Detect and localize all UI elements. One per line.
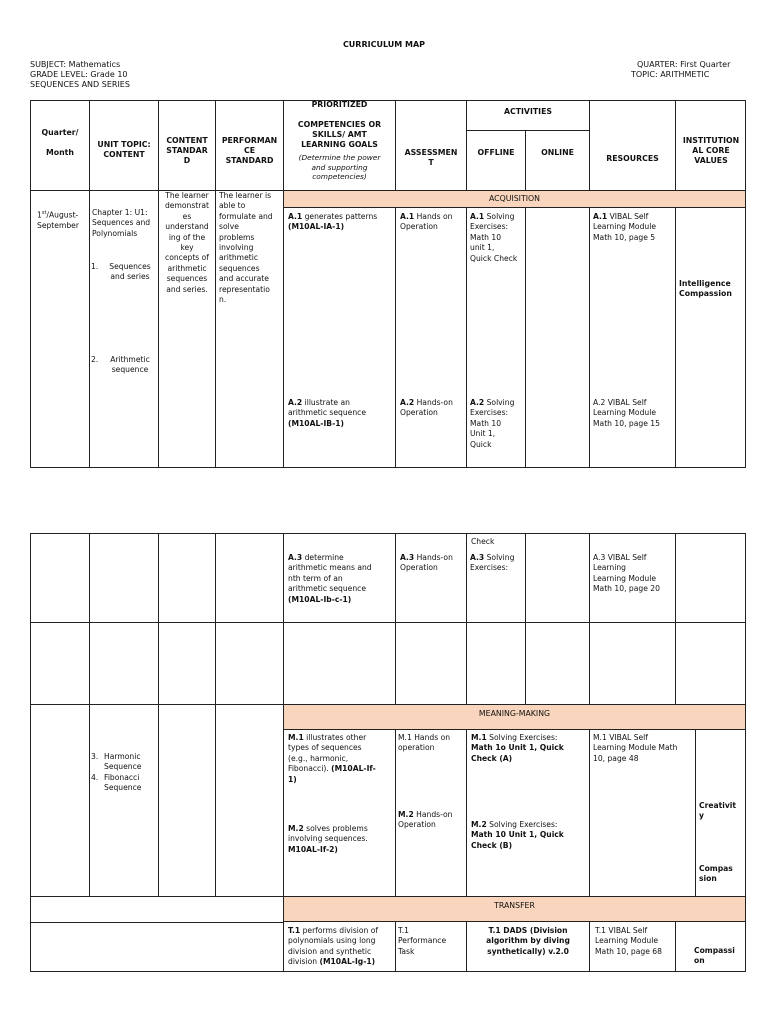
header-assessment: ASSESSMEN T bbox=[404, 148, 458, 167]
assessment-t1: T.1 Performance Task bbox=[398, 926, 447, 956]
offline-a3: A.3 Solving Exercises: bbox=[470, 553, 515, 573]
offline-m1: M.1 Solving Exercises: Math 1o Unit 1, Quick Check (A) bbox=[471, 733, 564, 763]
list-item-arithmetic-number: 2. bbox=[91, 355, 99, 364]
subject-line: SUBJECT: Mathematics bbox=[30, 60, 121, 69]
header-core-values: INSTITUTION AL CORE VALUES bbox=[682, 136, 740, 165]
header-quarter: Quarter/ Month bbox=[41, 128, 79, 157]
offline-t1: T.1 DADS (Division algorithm by diving synthetically) v.2.0 bbox=[486, 926, 570, 956]
competency-a2: A.2 illustrate an arithmetic sequence (M10AL-IB-1) bbox=[288, 398, 367, 428]
performance-standard-text: The learner is able to formulate and solve problems involving arithmetic sequences and accurate representatio n. bbox=[219, 191, 273, 305]
resource-m1: M.1 VIBAL Self Learning Module Math 10, page 48 bbox=[593, 733, 678, 763]
core-values-compassion: Compas sion bbox=[699, 864, 733, 884]
offline-a2-continued: Check bbox=[471, 537, 495, 546]
page-title: CURRICULUM MAP bbox=[342, 40, 426, 49]
transfer-band: TRANSFER bbox=[283, 896, 746, 922]
header-performance-standard: PERFORMAN CE STANDARD bbox=[221, 136, 278, 165]
competency-m1: M.1 illustrates other types of sequences (e.g., harmonic, Fibonacci). (M10AL-If- 1) bbox=[288, 733, 376, 784]
meaning-making-band: MEANING-MAKING bbox=[283, 704, 746, 730]
offline-a1: A.1 Solving Exercises: Math 10 unit 1, Quick Check bbox=[470, 212, 518, 263]
core-values-creativity: Creativit y bbox=[699, 801, 737, 821]
resource-a3: A.3 VIBAL Self Learning Learning Module Math 10, page 20 bbox=[593, 553, 660, 594]
header-unit-topic: UNIT TOPIC: CONTENT bbox=[97, 140, 151, 159]
resource-a2: A.2 VIBAL Self Learning Module Math 10, page 15 bbox=[593, 398, 660, 428]
assessment-a3: A.3 Hands-on Operation bbox=[400, 553, 453, 573]
header-competencies: PRIORITIZED COMPETENCIES OR SKILLS/ AMT LEARNING GOALS bbox=[297, 100, 382, 149]
list-item-sequences-number: 1. bbox=[91, 262, 99, 271]
header-online: ONLINE bbox=[541, 148, 574, 157]
offline-a2: A.2 Solving Exercises: Math 10 Unit 1, Quick bbox=[470, 398, 515, 449]
core-values-1: Intelligence Compassion bbox=[679, 279, 732, 299]
resource-t1: T.1 VIBAL Self Learning Module Math 10, page 68 bbox=[595, 926, 662, 956]
assessment-m2: M.2 Hands-on Operation bbox=[398, 810, 453, 830]
assessment-a2: A.2 Hands-on Operation bbox=[400, 398, 453, 418]
core-values-t1: Compassi on bbox=[694, 946, 735, 966]
list-item-harmonic-number: 3. bbox=[91, 752, 99, 761]
topic-line: TOPIC: ARITHMETIC bbox=[631, 70, 710, 79]
competency-a3: A.3 determine arithmetic means and nth term of an arithmetic sequence (M10AL-Ib-c-1) bbox=[288, 553, 372, 604]
header-content-standard: CONTENT STANDAR D bbox=[166, 136, 208, 165]
list-item-sequences: Sequences and series bbox=[109, 262, 151, 282]
list-item-fibonacci: Fibonacci Sequence bbox=[104, 773, 142, 793]
quarter-month-cell: 1st/August- September bbox=[37, 210, 79, 230]
header-resources: RESOURCES bbox=[606, 154, 659, 163]
assessment-m1: M.1 Hands on operation bbox=[398, 733, 451, 753]
quarter-line: QUARTER: First Quarter bbox=[637, 60, 731, 69]
topic-heading: SEQUENCES AND SERIES bbox=[30, 80, 130, 89]
header-competencies-note: (Determine the power and supporting competencies) bbox=[298, 153, 381, 182]
grade-line: GRADE LEVEL: Grade 10 bbox=[30, 70, 128, 79]
list-item-fibonacci-number: 4. bbox=[91, 773, 99, 782]
resource-a1: A.1 VIBAL Self Learning Module Math 10, page 5 bbox=[593, 212, 656, 242]
assessment-a1: A.1 Hands on Operation bbox=[400, 212, 453, 232]
competency-a1: A.1 generates patterns (M10AL-IA-1) bbox=[288, 212, 378, 232]
header-activities: ACTIVITIES bbox=[503, 107, 553, 116]
competency-m2: M.2 solves problems involving sequences. M10AL-If-2) bbox=[288, 824, 368, 854]
list-item-harmonic: Harmonic Sequence bbox=[104, 752, 142, 772]
acquisition-band: ACQUISITION bbox=[283, 190, 746, 208]
offline-m2: M.2 Solving Exercises: Math 10 Unit 1, Quick Check (B) bbox=[471, 820, 564, 850]
header-offline: OFFLINE bbox=[477, 148, 515, 157]
content-standard-text: The learner demonstrat es understand ing of the key concepts of arithmetic sequences and series. bbox=[164, 191, 210, 294]
list-item-arithmetic: Arithmetic sequence bbox=[110, 355, 150, 375]
unit-topic-cell: Chapter 1: U1: Sequences and Polynomials bbox=[92, 208, 151, 238]
competency-t1: T.1 performs division of polynomials using long division and synthetic division (M10AL-Ig-1) bbox=[288, 926, 379, 967]
